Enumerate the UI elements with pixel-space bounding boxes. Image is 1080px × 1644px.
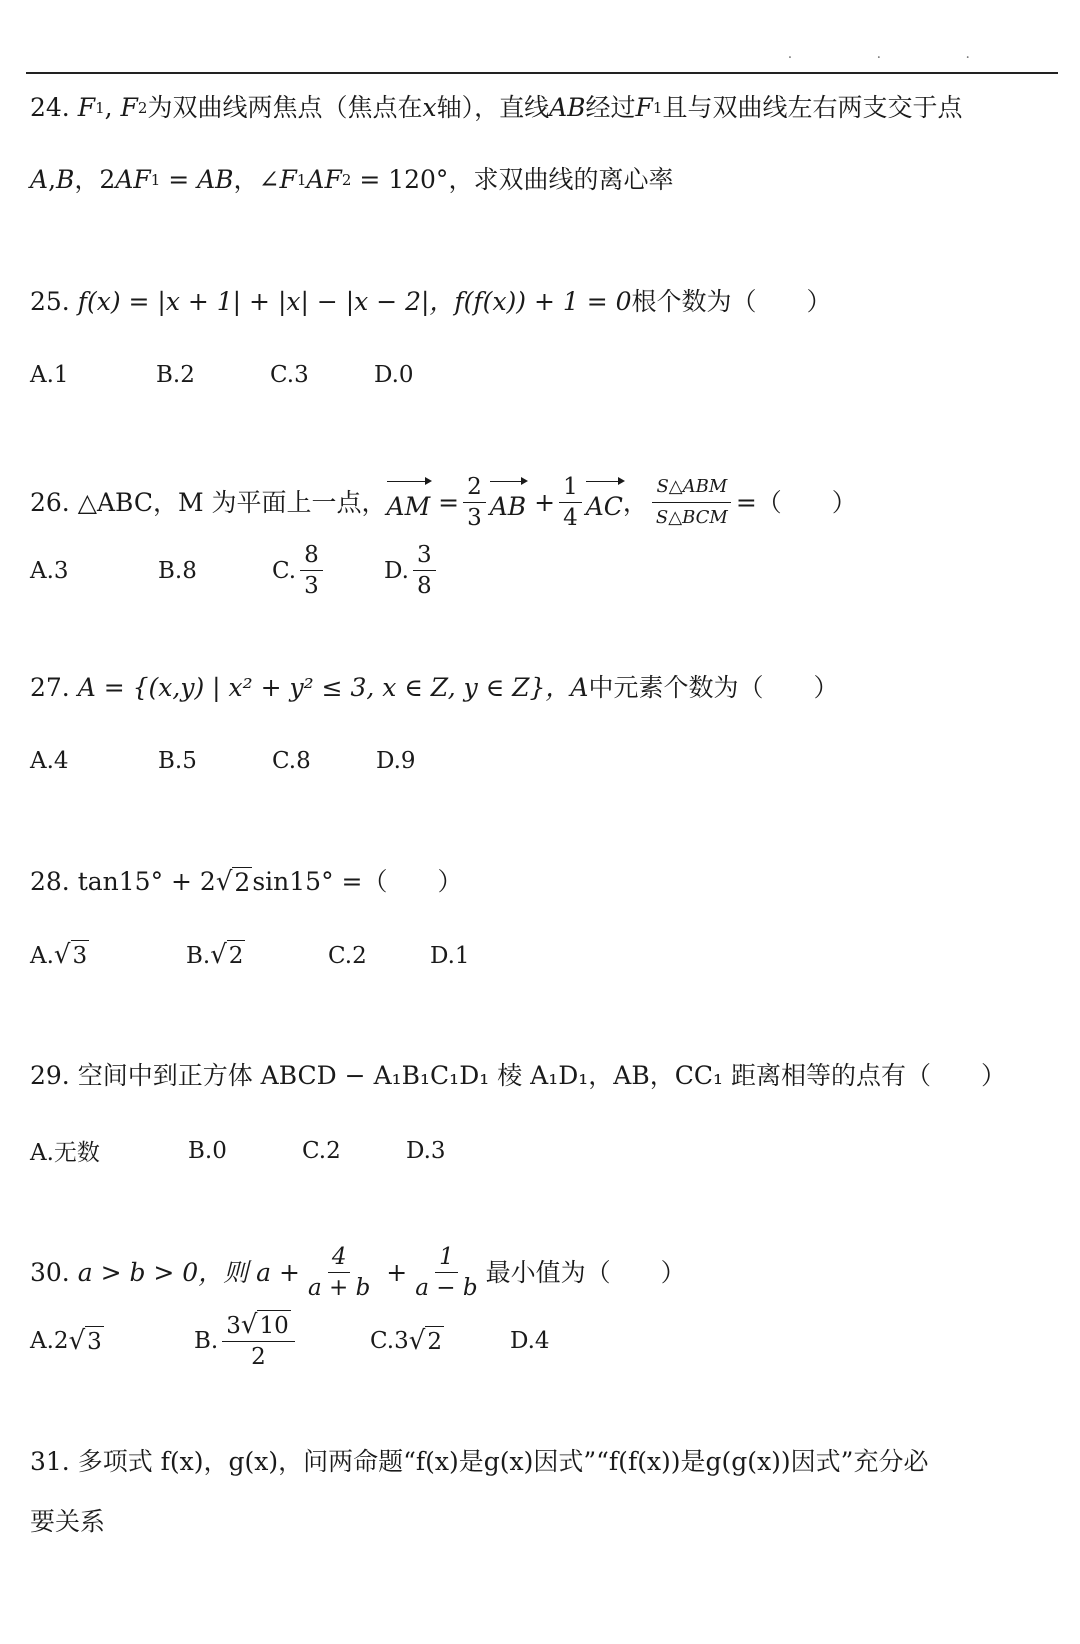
q27-choices (30, 748, 416, 774)
q28-choice-a[interactable]: A. √ 3 (30, 940, 88, 970)
q28-expr-a: tan15° + 2 (77, 867, 216, 896)
scan-marks: · · · (787, 50, 1010, 66)
question-27 (30, 666, 838, 710)
q26-area-ratio: $\frac{\text{S△ABM}}{\text{S△BCM}}$ (652, 472, 732, 533)
question-26: 26. △ABC，M 为平面上一点， AM = $\frac{2}{3}$ AB + $\frac{1}{4}$ AC ， $\frac{\text{S△ABM}}{\text{S△BCM}}$ =（ ） (30, 474, 857, 531)
vector-am: AM (387, 477, 431, 529)
question-24-line-1: 24. F 1 , F 2 为双曲线两焦点（焦点在 x 轴），直线 AB 经过 F 1 且与双曲线左右两支交于点 (30, 86, 962, 130)
q25-choice-a[interactable]: A.1 (30, 362, 69, 388)
q26-choice-c[interactable]: C. $\frac{8}{3}$ (272, 540, 384, 601)
q26-frac-2: $\frac{1}{4}$ (559, 472, 582, 533)
q30-choice-d[interactable]: D.4 (510, 1328, 550, 1354)
question-30: 30. a > b > 0，则 a + $\frac{4}{a + b}$ + $\frac{1}{a - b}$ 最小值为（ ） (30, 1244, 686, 1301)
q24-number: 24. (30, 93, 70, 122)
q24-text-7: ，求双曲线的离心率 (448, 165, 674, 194)
vector-ab: AB (490, 477, 526, 529)
q30-choice-c[interactable]: C.3 √ 2 (370, 1325, 442, 1356)
q27-choice-b[interactable]: B.5 (158, 748, 197, 774)
q28-choices (30, 940, 470, 971)
q27-number: 27. (30, 673, 70, 702)
q27-expression: A = {(x,y) | x² + y² ≤ 3, x ∈ Z, y ∈ Z}，A (77, 673, 589, 702)
header-rule (26, 72, 1058, 74)
vector-ac: AC (586, 477, 623, 529)
q28-sqrt: √ 2 (215, 866, 251, 897)
q30-choice-b[interactable]: B. 3 √ 10 2 (194, 1310, 370, 1372)
q24-text-4: 且与双曲线左右两支交于点 (662, 93, 963, 122)
q25-choices (30, 362, 414, 388)
q30-text: a > b > 0，则 a + (77, 1257, 300, 1287)
q25-number: 25. (30, 287, 70, 316)
q24-text-2: 轴），直线 (436, 93, 550, 122)
q28-tail: （ ） (362, 867, 463, 896)
q26-choice-d[interactable]: D. $\frac{3}{8}$ (384, 540, 440, 601)
q26-text: △ABC，M 为平面上一点， (77, 487, 387, 517)
question-31-line-2: 要关系 (30, 1507, 106, 1536)
q26-choices (30, 540, 440, 601)
question-25 (30, 280, 832, 324)
q28-number: 28. (30, 867, 70, 896)
q25-choice-c[interactable]: C.3 (270, 362, 309, 388)
q24-text-5: ， (74, 165, 100, 194)
q28-choice-b[interactable]: B. √ 2 (186, 940, 244, 970)
q30-number: 30. (30, 1257, 70, 1287)
q30-tail: 最小值为（ ） (485, 1257, 686, 1287)
question-31-line-1: 31. 多项式 f(x)，g(x)，问两命题“f(x)是g(x)因式”“f(f(x))是g(g(x))因式”充分必 (30, 1447, 929, 1476)
q26-frac-1: $\frac{2}{3}$ (463, 472, 486, 533)
question-24-line-2: A , B ， 2 AF 1 = AB ， ∠ F 1 AF 2 = 120° ，求双曲线的离心率 (30, 158, 673, 202)
q25-choice-b[interactable]: B.2 (156, 362, 195, 388)
q24-text-1: 为双曲线两焦点（焦点在 (147, 93, 423, 122)
q25-tail: 根个数为（ ） (631, 287, 832, 316)
q27-choice-d[interactable]: D.9 (376, 748, 416, 774)
q29-choices (30, 1134, 446, 1167)
q28-choice-d[interactable]: D.1 (430, 942, 470, 969)
q29-text: 空间中到正方体 ABCD − A₁B₁C₁D₁ 棱 A₁D₁，AB，CC₁ 距离相等的点有（ ） (77, 1061, 1006, 1090)
q26-number: 26. (30, 487, 70, 517)
q25-expression: f(x) = |x + 1| + |x| − |x − 2|，f(f(x)) + 1 = 0 (77, 287, 632, 316)
q27-choice-a[interactable]: A.4 (30, 748, 69, 774)
q30-choice-a[interactable]: A.2 √ 3 (30, 1325, 102, 1356)
q27-choice-c[interactable]: C.8 (272, 748, 311, 774)
q24-text-6: ， (233, 165, 259, 194)
q26-choice-a[interactable]: A.3 (30, 557, 69, 584)
q30-frac-1: $\frac{4}{a + b}$ (307, 1244, 371, 1301)
q30-choices (30, 1310, 550, 1372)
q26-choice-b[interactable]: B.8 (158, 557, 197, 584)
question-29 (30, 1054, 1006, 1098)
q28-choice-c[interactable]: C.2 (328, 942, 367, 969)
q29-choice-a[interactable]: A.无数 (30, 1140, 100, 1166)
q26-tail: =（ ） (735, 487, 857, 517)
q28-expr-b: sin15° = (252, 867, 363, 896)
q29-choice-d[interactable]: D.3 (406, 1137, 446, 1164)
q24-text-3: 经过 (585, 93, 636, 122)
q25-choice-d[interactable]: D.0 (374, 362, 414, 388)
q27-tail: 中元素个数为（ ） (588, 673, 839, 702)
q30-frac-2: $\frac{1}{a - b}$ (415, 1244, 478, 1301)
q29-choice-c[interactable]: C.2 (302, 1137, 341, 1164)
q29-number: 29. (30, 1061, 70, 1090)
q29-choice-b[interactable]: B.0 (188, 1137, 227, 1164)
question-28 (30, 860, 462, 904)
